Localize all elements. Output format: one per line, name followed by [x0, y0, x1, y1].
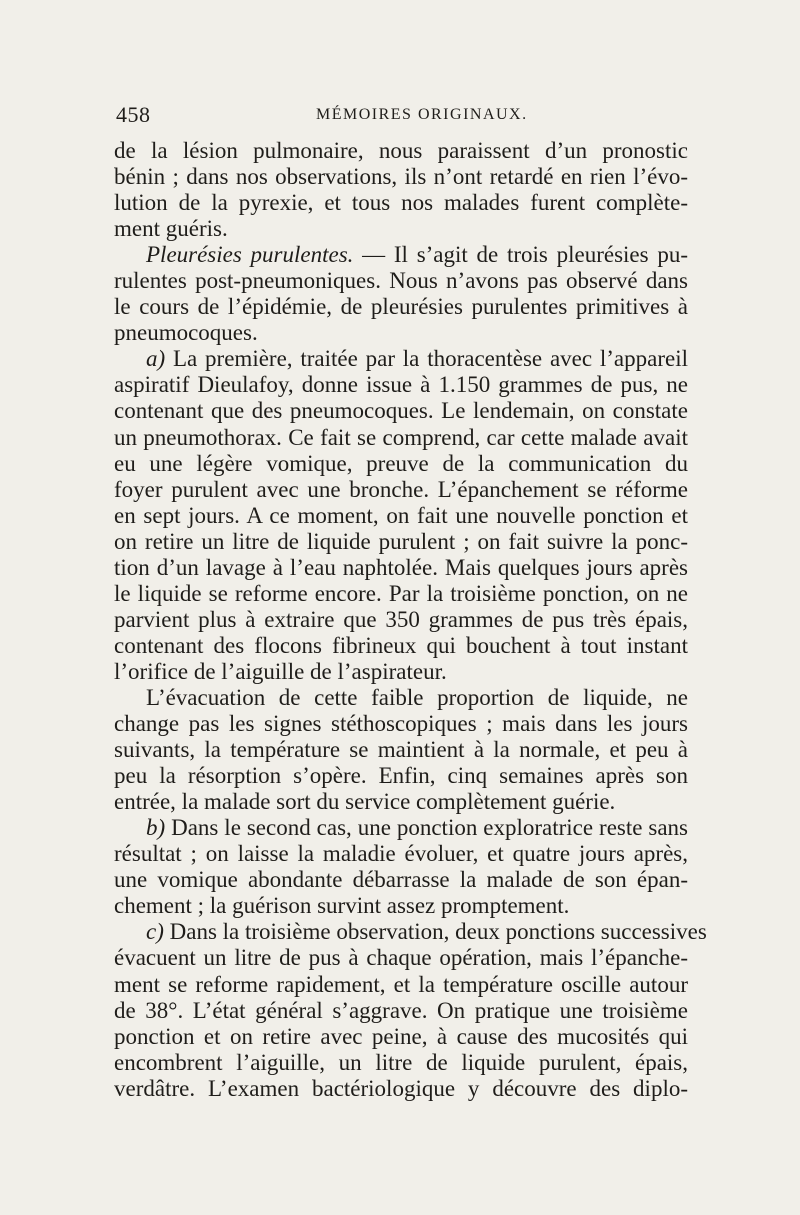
text-run: entrée, la malade sort du service complètement guérie.: [114, 789, 616, 815]
text-line: [114, 164, 688, 190]
text-run: foyer purulent avec une bronche. L’épanchement se réforme: [114, 476, 688, 502]
italic-run: Pleurésies purulentes.: [146, 242, 354, 268]
text-line: [114, 503, 688, 529]
text-run: chement ; la guérison survint assez promptement.: [114, 893, 570, 919]
body-text: [114, 138, 707, 1102]
text-line: [114, 1076, 688, 1102]
text-run: on retire un litre de liquide purulent ; on fait suivre la ponc-: [114, 528, 688, 554]
text-run: ponction et on retire avec peine, à cause des mucosités qui: [114, 1023, 688, 1049]
text-run: verdâtre. L’examen bactériologique y découvre des diplo-: [114, 1075, 688, 1101]
text-line: [114, 737, 688, 763]
text-line: [114, 372, 688, 398]
text-run: un pneumothorax. Ce fait se comprend, car cette malade avait: [114, 424, 688, 450]
text-run: lution de la pyrexie, et tous nos malades furent complète-: [114, 190, 688, 216]
text-line: [114, 398, 688, 424]
text-line: [114, 346, 688, 372]
text-line: [114, 320, 688, 346]
text-run: en sept jours. A ce moment, on fait une nouvelle ponction et: [114, 502, 688, 528]
text-run: ment se reforme rapidement, et la température oscille autour: [114, 971, 688, 997]
page-number: 458: [116, 102, 151, 127]
text-run: l’orifice de l’aiguille de l’aspirateur.: [114, 658, 447, 684]
text-run: pneumocoques.: [114, 320, 258, 346]
text-run: eu une légère vomique, preuve de la communication du: [114, 450, 688, 476]
text-line: [114, 789, 688, 815]
text-run: L’évacuation de cette faible proportion de liquide, ne: [146, 684, 688, 710]
text-line: [114, 190, 688, 216]
text-line: [114, 867, 688, 893]
text-run: aspiratif Dieulafoy, donne issue à 1.150 grammes de pus, ne: [114, 372, 688, 398]
text-line: [114, 529, 688, 555]
text-run: encombrent l’aiguille, un litre de liquide purulent, épais,: [114, 1049, 688, 1075]
page-header: [116, 102, 686, 132]
text-run: parvient plus à extraire que 350 grammes de pus très épais,: [114, 606, 688, 632]
text-run: suivants, la température se maintient à la normale, et peu à: [114, 737, 688, 763]
text-line: [114, 633, 688, 659]
text-run: le cours de l’épidémie, de pleurésies purulentes primitives à: [114, 294, 688, 320]
text-line: [114, 425, 688, 451]
text-run: La première, traitée par la thoracentèse avec l’appareil: [165, 346, 688, 372]
text-line: [114, 216, 688, 242]
text-line: [114, 815, 688, 841]
text-line: [114, 477, 688, 503]
text-line: [114, 294, 688, 320]
running-title: MÉMOIRES ORIGINAUX.: [316, 106, 528, 123]
text-line: [114, 972, 688, 998]
text-run: le liquide se reforme encore. Par la troisième ponction, on ne: [114, 580, 688, 606]
text-run: rulentes post-pneumoniques. Nous n’avons pas observé dans: [114, 268, 688, 294]
italic-run: b): [146, 815, 166, 841]
text-line: [114, 919, 707, 945]
text-run: contenant que des pneumocoques. Le lendemain, on constate: [114, 398, 688, 424]
italic-run: a): [146, 346, 166, 372]
text-run: contenant des flocons fibrineux qui bouchent à tout instant: [114, 632, 688, 658]
text-line: [114, 581, 688, 607]
text-run: Dans le second cas, une ponction exploratrice reste sans: [165, 815, 688, 841]
text-line: [114, 685, 688, 711]
text-line: [114, 893, 688, 919]
text-line: [114, 841, 688, 867]
text-line: [114, 1024, 688, 1050]
text-run: ment guéris.: [114, 216, 228, 242]
text-run: de 38°. L’état général s’aggrave. On pratique une troisième: [114, 997, 688, 1023]
text-line: [114, 998, 688, 1024]
italic-run: c): [146, 919, 164, 945]
text-line: [114, 945, 688, 971]
text-line: [114, 763, 688, 789]
text-run: une vomique abondante débarrasse la malade de son épan-: [114, 867, 688, 893]
text-run: tion d’un lavage à l’eau naphtolée. Mais quelques jours après: [114, 554, 688, 580]
text-run: de la lésion pulmonaire, nous paraissent d’un pronostic: [114, 138, 688, 163]
text-line: [114, 138, 688, 164]
text-line: [114, 1050, 688, 1076]
text-run: évacuent un litre de pus à chaque opération, mais l’épanche-: [114, 945, 688, 971]
text-line: [114, 607, 688, 633]
text-line: [114, 268, 688, 294]
text-line: [114, 659, 688, 685]
text-run: résultat ; on laisse la maladie évoluer, et quatre jours après,: [114, 841, 688, 867]
text-line: [114, 451, 688, 477]
text-line: [114, 555, 688, 581]
text-run: change pas les signes stéthoscopiques ; mais dans les jours: [114, 711, 688, 737]
text-run: Dans la troisième observation, deux ponctions successives: [163, 919, 707, 945]
text-run: peu la résorption s’opère. Enfin, cinq semaines après son: [114, 763, 688, 789]
text-line: [114, 242, 688, 268]
text-line: [114, 711, 688, 737]
text-run: — Il s’agit de trois pleurésies pu-: [353, 242, 689, 268]
text-run: bénin ; dans nos observations, ils n’ont retardé en rien l’évo-: [114, 164, 688, 190]
